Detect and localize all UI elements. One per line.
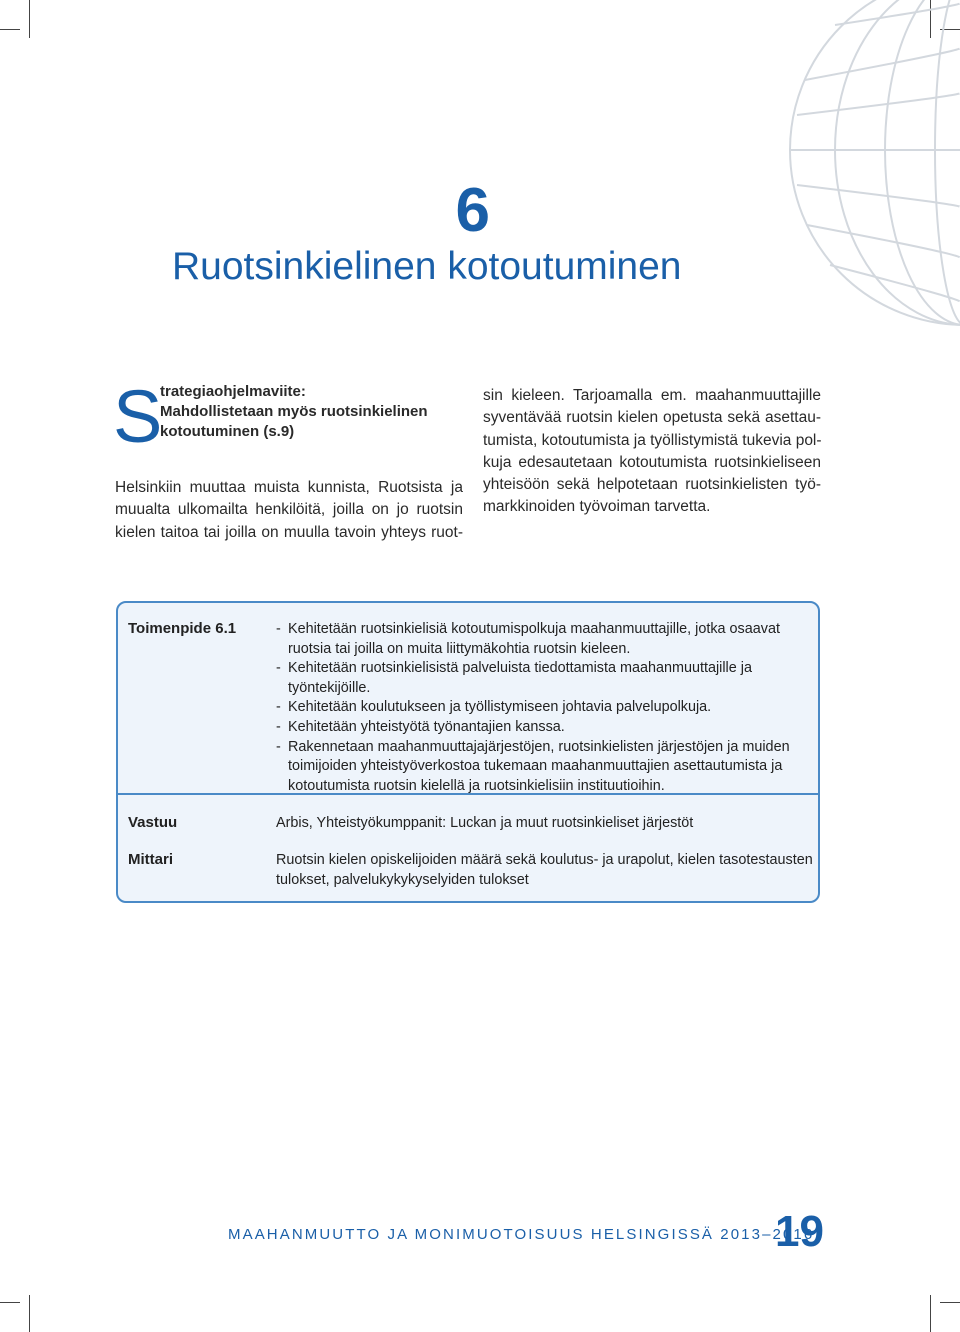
body-line: markkinoiden työvoiman tarvetta. <box>483 498 711 516</box>
body-line: kuja edesautetaan kotoutumista ruotsinkieliseen <box>483 453 821 471</box>
measure-text: Rakennetaan maahanmuuttajajärjestöjen, ruotsinkielisten järjestöjen ja muiden toimijoiden yhteistyöverkostoa tukemaan maahanmuuttajien asettautumista ja kotoutumista ruotsin kielellä ja ruotsinkielisiin instituutioihin. <box>288 738 790 794</box>
measure-dash: - <box>276 718 281 735</box>
strategy-line: trategiaohjelmaviite: <box>160 383 306 400</box>
page-number: 19 <box>775 1207 824 1256</box>
chapter-number: 6 <box>455 176 490 245</box>
crop-mark <box>940 1302 960 1303</box>
body-line: tumista, kotoutumista ja työllistymistä tukevia pol- <box>483 431 822 449</box>
box-divider <box>118 793 818 795</box>
body-text-left-column <box>115 477 463 544</box>
body-text-right-column <box>483 385 821 519</box>
strategy-dropcap: S <box>113 375 163 458</box>
chapter-title: Ruotsinkielinen kotoutuminen <box>172 245 682 288</box>
measures-list <box>276 620 816 796</box>
body-line: syventävää ruotsin kielen opetusta sekä asettau- <box>483 409 821 427</box>
measure-dash: - <box>276 738 281 755</box>
measure-text: Kehitetään koulutukseen ja työllistymiseen johtavia palvelupolkuja. <box>288 699 712 716</box>
measure-text: Kehitetään yhteistyötä työnantajien kanssa. <box>288 718 565 735</box>
body-line: Helsinkiin muuttaa muista kunnista, Ruotsista ja <box>115 479 463 496</box>
mittari-label: Mittari <box>128 851 173 868</box>
body-line: muualta ulkomailta henkilöitä, joilla on jo ruotsin <box>115 501 463 519</box>
strategy-line: kotoutuminen (s.9) <box>160 423 295 440</box>
measure-item <box>276 698 816 718</box>
vastuu-text: Arbis, Yhteistyökumppanit: Luckan ja muut ruotsinkieliset järjestöt <box>276 815 694 831</box>
mittari-text: Ruotsin kielen opiskelijoiden määrä sekä koulutus- ja urapolut, kielen tasotestausten tulokset, palvelukykykyselyiden tulokset <box>276 852 813 888</box>
measure-dash: - <box>276 660 281 677</box>
measure-item <box>276 718 816 738</box>
body-line: sin kieleen. Tarjoamalla em. maahanmuuttajille <box>483 387 821 404</box>
vastuu-label: Vastuu <box>128 814 178 831</box>
measure-dash: - <box>276 699 281 716</box>
measure-dash: - <box>276 621 281 637</box>
measure-item <box>276 620 816 659</box>
measure-item <box>276 659 816 698</box>
crop-mark <box>930 1295 931 1332</box>
crop-mark <box>29 0 30 38</box>
footer-publication-title: MAAHANMUUTTO JA MONIMUOTOISUUS HELSINGISSÄ 2013–2016 <box>228 1226 815 1243</box>
measure-text: Kehitetään ruotsinkielisistä palveluista tiedottamista maahanmuuttajille ja työntekijöille. <box>288 660 752 696</box>
action-box <box>116 601 820 903</box>
toimenpide-label: Toimenpide 6.1 <box>128 620 237 637</box>
crop-mark <box>0 29 20 30</box>
crop-mark <box>0 1302 20 1303</box>
measure-item <box>276 738 816 797</box>
strategy-line: Mahdollistetaan myös ruotsinkielinen <box>160 403 428 420</box>
body-line: yhteisöön sekä helpotetaan ruotsinkielisten työ- <box>483 476 821 494</box>
strategy-reference <box>160 382 460 442</box>
crop-mark <box>29 1295 30 1332</box>
body-line: kielen taitoa tai joilla on muulla tavoin yhteys ruot- <box>115 523 463 541</box>
measure-text: Kehitetään ruotsinkielisiä kotoutumispolkuja maahanmuuttajille, jotka osaavat ruotsia tai joilla on muita liittymäkohtia ruotsin kieleen. <box>288 621 780 657</box>
